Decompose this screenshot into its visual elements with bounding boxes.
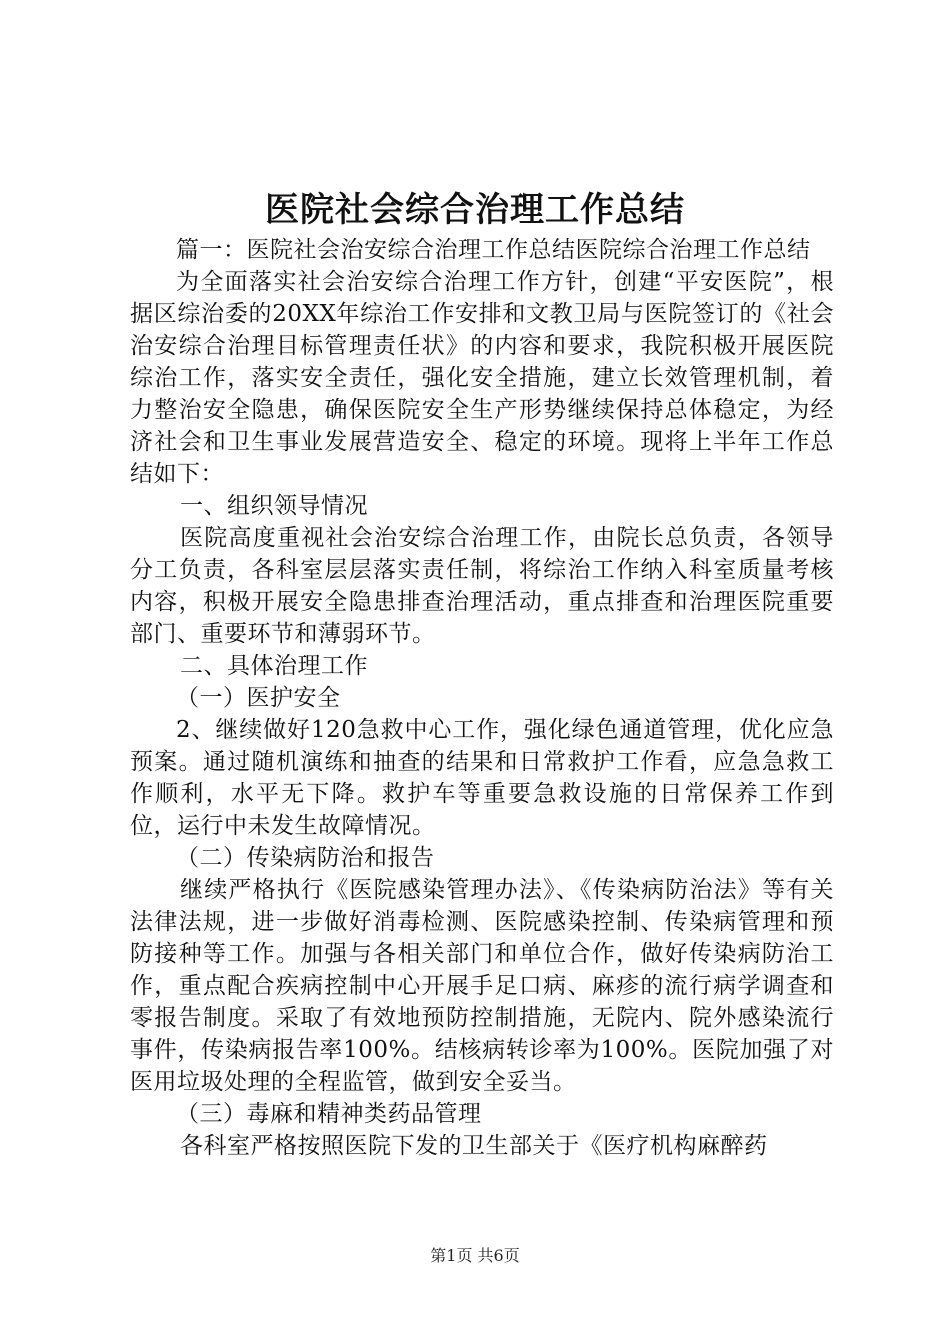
section-heading-specific-work: 二、具体治理工作 xyxy=(180,653,368,679)
section-heading-part-one: 篇一：医院社会治安综合治理工作总结医院综合治理工作总结 xyxy=(176,237,811,263)
document-body xyxy=(130,234,834,1162)
subsection-heading-medical-safety: （一）医护安全 xyxy=(176,685,341,711)
paragraph-emergency-center: 2、继续做好120急救中心工作，强化绿色通道管理，优化应急预案。通过随机演练和抽查的结果和日常救护工作看，应急急救工作顺利，水平无下降。救护车等重要急救设施的日常保养工作到位，运行中未发生故障情况。 xyxy=(130,717,834,839)
paragraph-intro: 为全面落实社会治安综合治理工作方针，创建“平安医院”，根据区综治委的20XX年综治工作安排和文教卫局与医院签订的《社会治安综合治理目标管理责任状》的内容和要求，我院积极开展医院综治工作，落实安全责任，强化安全措施，建立长效管理机制，着力整治安全隐患，确保医院安全生产形势继续保持总体稳定，为经济社会和卫生事业发展营造安全、稳定的环境。现将上半年工作总结如下： xyxy=(130,269,834,487)
document-title: 医院社会综合治理工作总结 xyxy=(265,190,685,230)
subsection-heading-infectious-disease: （二）传染病防治和报告 xyxy=(176,845,435,871)
paragraph-drug-management: 各科室严格按照医院下发的卫生部关于《医疗机构麻醉药 xyxy=(180,1133,768,1159)
paragraph-infectious-disease: 继续严格执行《医院感染管理办法》、《传染病防治法》等有关法律法规，进一步做好消毒检测、医院感染控制、传染病管理和预防接种等工作。加强与各相关部门和单位合作，做好传染病防治工作，重点配合疾病控制中心开展手足口病、麻疹的流行病学调查和零报告制度。采取了有效地预防控制措施，无院内、院外感染流行事件，传染病报告率100%。结核病转诊率为100%。医院加强了对医用垃圾处理的全程监管，做到安全妥当。 xyxy=(130,877,834,1095)
subsection-heading-drug-management: （三）毒麻和精神类药品管理 xyxy=(176,1101,482,1127)
page-footer: 第1页 共6页 xyxy=(430,1246,520,1265)
paragraph-organization: 医院高度重视社会治安综合治理工作，由院长总负责，各领导分工负责，各科室层层落实责任制，将综治工作纳入科室质量考核内容，积极开展安全隐患排查治理活动，重点排查和治理医院重要部门、重要环节和薄弱环节。 xyxy=(130,525,834,647)
section-heading-organization: 一、组织领导情况 xyxy=(180,493,368,519)
